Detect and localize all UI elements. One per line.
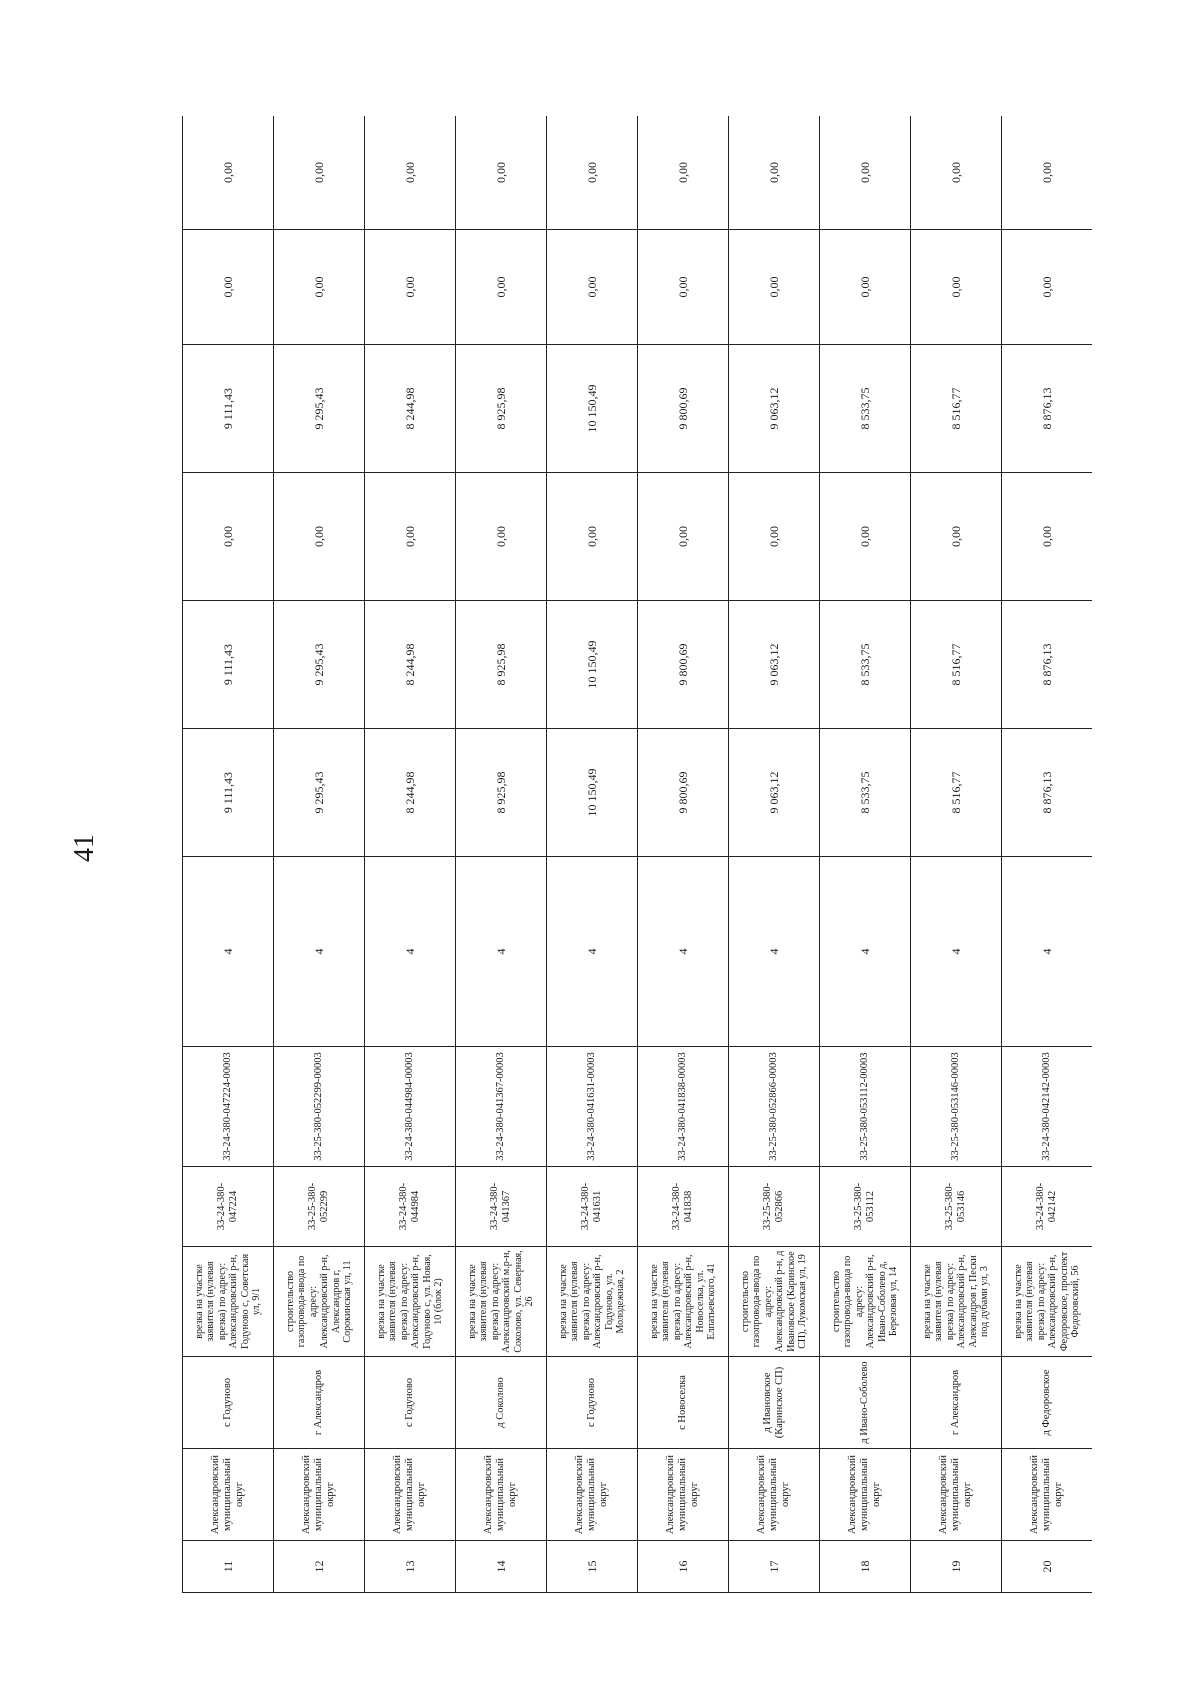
settlement-cell: д Соколово xyxy=(456,1357,547,1449)
value-cell-4: 8 876,13 xyxy=(1002,345,1093,473)
value-cell-5: 0,00 xyxy=(274,230,365,345)
application-code-cell: 33-24-380-044984 xyxy=(365,1167,456,1247)
description-cell: врезка на участке заявителя (нулевая врезка) по адресу: Александровский р-н, Федоровское, проспект Федоровский, 56 xyxy=(1002,1247,1093,1357)
contract-code-cell: 33-25-380-053146-00003 xyxy=(911,1047,1002,1167)
value-cell-1: 8 925,98 xyxy=(456,729,547,857)
row-number: 13 xyxy=(365,1541,456,1593)
table-row xyxy=(911,116,1002,1593)
value-cell-6: 0,00 xyxy=(820,116,911,230)
settlement-cell: д Ивано-Соболево xyxy=(820,1357,911,1449)
value-cell-6: 0,00 xyxy=(365,116,456,230)
description-cell: врезка на участке заявителя (нулевая врезка) по адресу: Александровский р-н, Александров г, Пески под дубами ул, 3 xyxy=(911,1247,1002,1357)
description-cell: врезка на участке заявителя (нулевая врезка) по адресу: Александровский м.р-н, Соколово, ул. Северная, 26 xyxy=(456,1247,547,1357)
table-row xyxy=(1002,116,1093,1593)
value-cell-6: 0,00 xyxy=(456,116,547,230)
table-row xyxy=(183,116,274,1593)
category-cell: 4 xyxy=(638,857,729,1047)
value-cell-6: 0,00 xyxy=(547,116,638,230)
category-cell: 4 xyxy=(911,857,1002,1047)
value-cell-3: 0,00 xyxy=(820,473,911,601)
value-cell-6: 0,00 xyxy=(274,116,365,230)
value-cell-2: 9 111,43 xyxy=(183,601,274,729)
value-cell-1: 8 516,77 xyxy=(911,729,1002,857)
table-body xyxy=(183,116,1093,1593)
description-cell: врезка на участке заявителя (нулевая врезка) по адресу: Александровский р-н, Годуново с, ул. Новая, 10 (блок 2) xyxy=(365,1247,456,1357)
settlement-cell: с Годуново xyxy=(183,1357,274,1449)
settlement-cell: г Александров xyxy=(274,1357,365,1449)
value-cell-5: 0,00 xyxy=(911,230,1002,345)
data-table xyxy=(182,116,1092,1593)
value-cell-3: 0,00 xyxy=(183,473,274,601)
application-code-cell: 33-25-380-052299 xyxy=(274,1167,365,1247)
value-cell-4: 8 516,77 xyxy=(911,345,1002,473)
application-code-cell: 33-24-380-047224 xyxy=(183,1167,274,1247)
value-cell-2: 8 244,98 xyxy=(365,601,456,729)
application-code-cell: 33-24-380-041838 xyxy=(638,1167,729,1247)
district-cell: Александровский муниципальный округ xyxy=(820,1449,911,1541)
table-row xyxy=(820,116,911,1593)
district-cell: Александровский муниципальный округ xyxy=(183,1449,274,1541)
row-number: 15 xyxy=(547,1541,638,1593)
value-cell-3: 0,00 xyxy=(729,473,820,601)
value-cell-3: 0,00 xyxy=(911,473,1002,601)
table-row xyxy=(547,116,638,1593)
description-cell: врезка на участке заявителя (нулевая врезка) по адресу: Александровский р-н, Годуново, ул. Молодежная, 2 xyxy=(547,1247,638,1357)
value-cell-2: 8 876,13 xyxy=(1002,601,1093,729)
table-row xyxy=(456,116,547,1593)
contract-code-cell: 33-25-380-052866-00003 xyxy=(729,1047,820,1167)
settlement-cell: с Годуново xyxy=(547,1357,638,1449)
value-cell-1: 8 533,75 xyxy=(820,729,911,857)
row-number: 19 xyxy=(911,1541,1002,1593)
contract-code-cell: 33-24-380-044984-00003 xyxy=(365,1047,456,1167)
category-cell: 4 xyxy=(1002,857,1093,1047)
settlement-cell: д Ивановское (Каринское СП) xyxy=(729,1357,820,1449)
application-code-cell: 33-25-380-053112 xyxy=(820,1167,911,1247)
settlement-cell: г Александров xyxy=(911,1357,1002,1449)
value-cell-5: 0,00 xyxy=(729,230,820,345)
value-cell-1: 8 876,13 xyxy=(1002,729,1093,857)
value-cell-4: 8 533,75 xyxy=(820,345,911,473)
value-cell-3: 0,00 xyxy=(274,473,365,601)
description-cell: строительство газопровода-ввода по адресу: Александровский р-н, Александров г, Сорокинская ул, 11 xyxy=(274,1247,365,1357)
value-cell-6: 0,00 xyxy=(183,116,274,230)
value-cell-2: 9 800,69 xyxy=(638,601,729,729)
row-number: 16 xyxy=(638,1541,729,1593)
value-cell-2: 10 150,49 xyxy=(547,601,638,729)
row-number: 20 xyxy=(1002,1541,1093,1593)
value-cell-4: 9 111,43 xyxy=(183,345,274,473)
value-cell-3: 0,00 xyxy=(1002,473,1093,601)
page-number: 41 xyxy=(69,834,100,862)
table-container xyxy=(182,116,1092,1593)
row-number: 11 xyxy=(183,1541,274,1593)
district-cell: Александровский муниципальный округ xyxy=(911,1449,1002,1541)
value-cell-6: 0,00 xyxy=(729,116,820,230)
value-cell-5: 0,00 xyxy=(638,230,729,345)
value-cell-4: 8 925,98 xyxy=(456,345,547,473)
description-cell: строительство газопровода-ввода по адресу: Александровский р-н, д Ивановское (Каринское СП), Лукомская ул, 19 xyxy=(729,1247,820,1357)
category-cell: 4 xyxy=(820,857,911,1047)
contract-code-cell: 33-25-380-053112-00003 xyxy=(820,1047,911,1167)
table-row xyxy=(729,116,820,1593)
value-cell-5: 0,00 xyxy=(1002,230,1093,345)
settlement-cell: с Годуново xyxy=(365,1357,456,1449)
contract-code-cell: 33-24-380-047224-00003 xyxy=(183,1047,274,1167)
value-cell-5: 0,00 xyxy=(820,230,911,345)
value-cell-5: 0,00 xyxy=(365,230,456,345)
value-cell-1: 9 800,69 xyxy=(638,729,729,857)
value-cell-1: 9 111,43 xyxy=(183,729,274,857)
district-cell: Александровский муниципальный округ xyxy=(1002,1449,1093,1541)
value-cell-5: 0,00 xyxy=(547,230,638,345)
value-cell-5: 0,00 xyxy=(456,230,547,345)
value-cell-3: 0,00 xyxy=(365,473,456,601)
district-cell: Александровский муниципальный округ xyxy=(456,1449,547,1541)
category-cell: 4 xyxy=(547,857,638,1047)
value-cell-2: 9 063,12 xyxy=(729,601,820,729)
contract-code-cell: 33-25-380-052299-00003 xyxy=(274,1047,365,1167)
rotated-table xyxy=(182,116,1092,1593)
value-cell-1: 10 150,49 xyxy=(547,729,638,857)
value-cell-2: 9 295,43 xyxy=(274,601,365,729)
value-cell-5: 0,00 xyxy=(183,230,274,345)
contract-code-cell: 33-24-380-041367-00003 xyxy=(456,1047,547,1167)
value-cell-4: 9 063,12 xyxy=(729,345,820,473)
value-cell-3: 0,00 xyxy=(456,473,547,601)
category-cell: 4 xyxy=(729,857,820,1047)
table-row xyxy=(638,116,729,1593)
application-code-cell: 33-24-380-041367 xyxy=(456,1167,547,1247)
description-cell: врезка на участке заявителя (нулевая врезка) по адресу: Александровский р-н, Новоселка, ул. Елпатьевского, 41 xyxy=(638,1247,729,1357)
value-cell-3: 0,00 xyxy=(638,473,729,601)
application-code-cell: 33-24-380-042142 xyxy=(1002,1167,1093,1247)
value-cell-1: 9 295,43 xyxy=(274,729,365,857)
row-number: 18 xyxy=(820,1541,911,1593)
category-cell: 4 xyxy=(365,857,456,1047)
category-cell: 4 xyxy=(456,857,547,1047)
contract-code-cell: 33-24-380-042142-00003 xyxy=(1002,1047,1093,1167)
table-row xyxy=(365,116,456,1593)
value-cell-4: 10 150,49 xyxy=(547,345,638,473)
settlement-cell: д Федоровское xyxy=(1002,1357,1093,1449)
district-cell: Александровский муниципальный округ xyxy=(729,1449,820,1541)
contract-code-cell: 33-24-380-041631-00003 xyxy=(547,1047,638,1167)
settlement-cell: с Новоселка xyxy=(638,1357,729,1449)
value-cell-6: 0,00 xyxy=(911,116,1002,230)
value-cell-1: 9 063,12 xyxy=(729,729,820,857)
description-cell: строительство газопровода-ввода по адресу: Александровский р-н, Ивано-Соболево д, Березовая ул, 14 xyxy=(820,1247,911,1357)
value-cell-4: 8 244,98 xyxy=(365,345,456,473)
table-row xyxy=(274,116,365,1593)
value-cell-3: 0,00 xyxy=(547,473,638,601)
value-cell-2: 8 925,98 xyxy=(456,601,547,729)
value-cell-4: 9 800,69 xyxy=(638,345,729,473)
application-code-cell: 33-24-380-041631 xyxy=(547,1167,638,1247)
value-cell-6: 0,00 xyxy=(1002,116,1093,230)
category-cell: 4 xyxy=(274,857,365,1047)
district-cell: Александровский муниципальный округ xyxy=(638,1449,729,1541)
value-cell-4: 9 295,43 xyxy=(274,345,365,473)
contract-code-cell: 33-24-380-041838-00003 xyxy=(638,1047,729,1167)
description-cell: врезка на участке заявителя (нулевая врезка) по адресу: Александровский р-н, Годуново с, Советская ул, 9/1 xyxy=(183,1247,274,1357)
value-cell-6: 0,00 xyxy=(638,116,729,230)
value-cell-2: 8 533,75 xyxy=(820,601,911,729)
value-cell-2: 8 516,77 xyxy=(911,601,1002,729)
application-code-cell: 33-25-380-052866 xyxy=(729,1167,820,1247)
district-cell: Александровский муниципальный округ xyxy=(274,1449,365,1541)
value-cell-1: 8 244,98 xyxy=(365,729,456,857)
row-number: 17 xyxy=(729,1541,820,1593)
row-number: 14 xyxy=(456,1541,547,1593)
district-cell: Александровский муниципальный округ xyxy=(365,1449,456,1541)
district-cell: Александровский муниципальный округ xyxy=(547,1449,638,1541)
category-cell: 4 xyxy=(183,857,274,1047)
row-number: 12 xyxy=(274,1541,365,1593)
application-code-cell: 33-25-380-053146 xyxy=(911,1167,1002,1247)
